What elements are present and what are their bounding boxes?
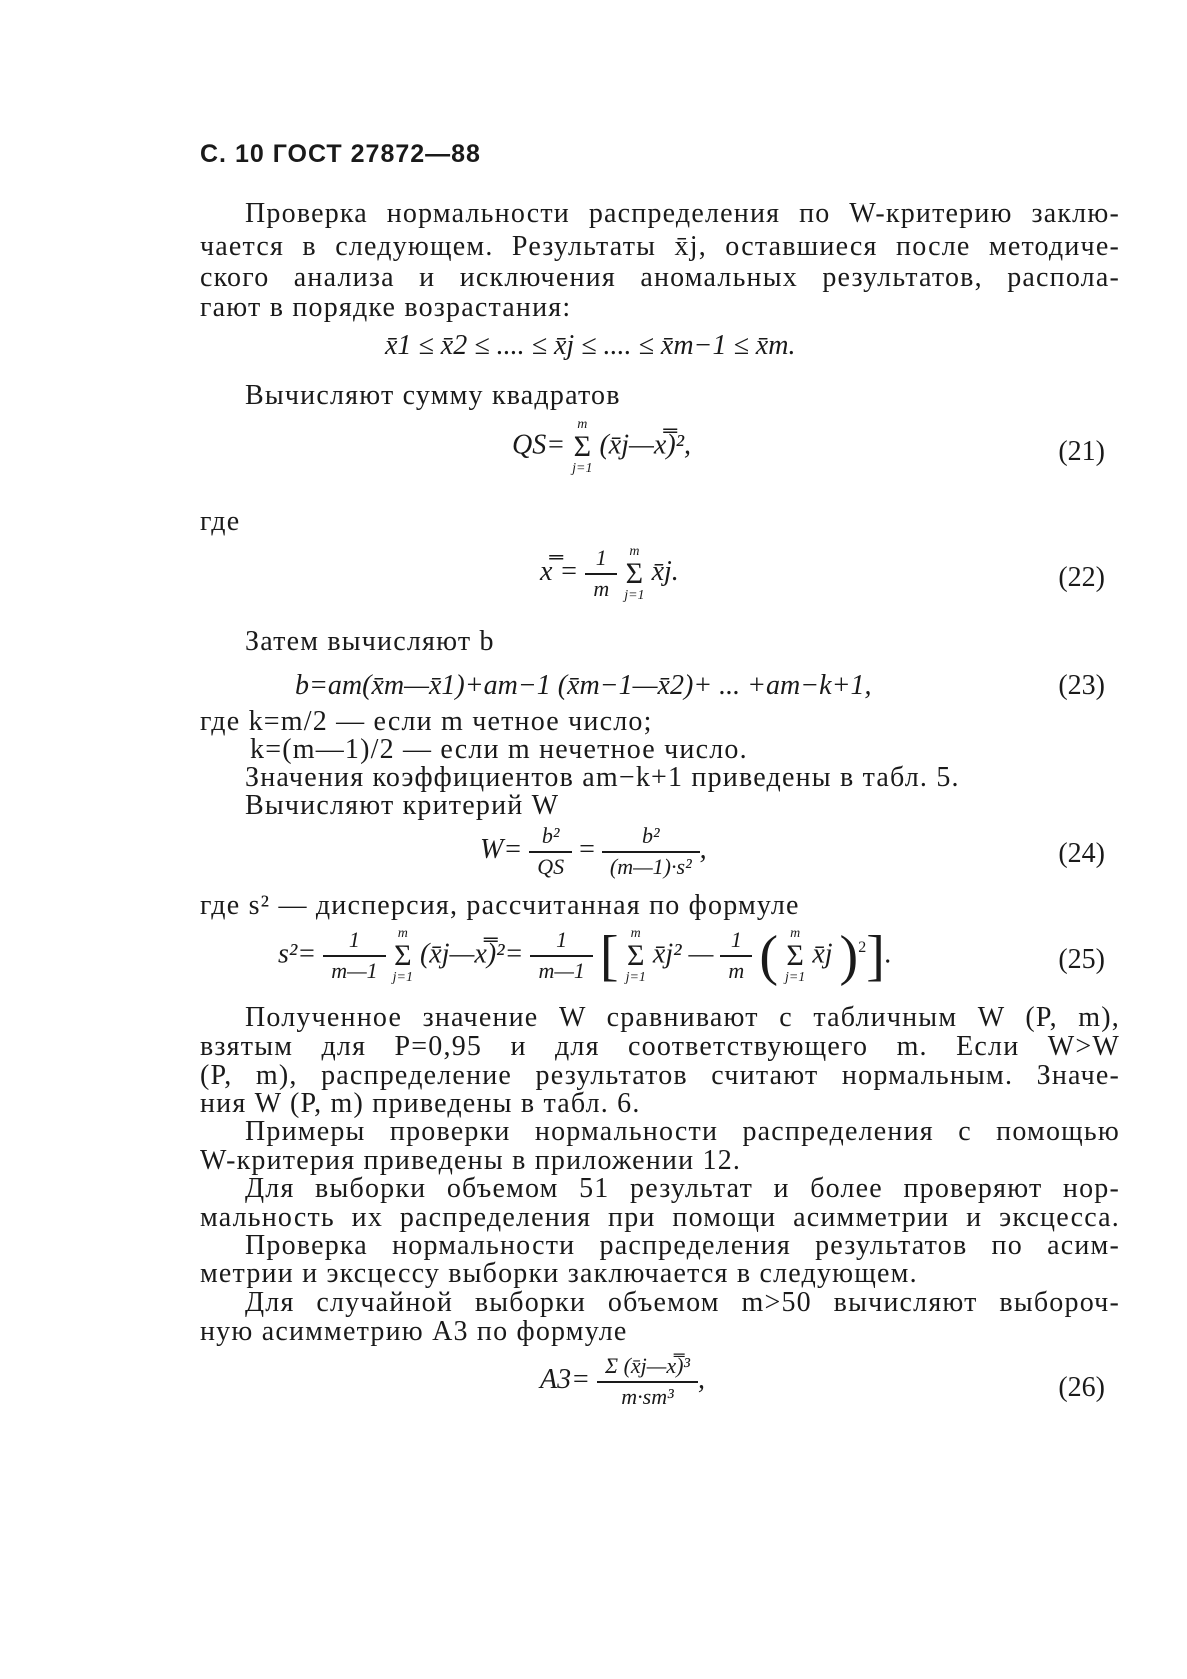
eq25-number: (25) — [1058, 944, 1105, 975]
para2-line2: взятым для P=0,95 и для соответствующего m. Если W>W — [200, 1031, 1120, 1062]
eq23-number: (23) — [1058, 670, 1105, 701]
coefficients-text: Значения коэффициентов am−k+1 приведены в табл. 5. — [245, 762, 960, 793]
sum-symbol: m Σ j=1 — [572, 417, 593, 476]
para1-line4: гают в порядке возрастания: — [200, 292, 572, 323]
para6-line2: ную асимметрию A3 по формуле — [200, 1316, 628, 1347]
order-formula: x̄1 ≤ x̄2 ≤ .... ≤ x̄j ≤ .... ≤ x̄m−1 ≤ x̄m. — [385, 330, 796, 361]
k-even: где k=m/2 — если m четное число; — [200, 706, 653, 737]
eq26-number: (26) — [1058, 1372, 1105, 1403]
para5-line2: метрии и эксцессу выборки заключается в следующем. — [200, 1258, 918, 1289]
eq21-body: (x̄j—x̿)², — [599, 429, 692, 461]
para1-line2: чается в следующем. Результаты x̄j, оставшиеся после методиче- — [200, 231, 1120, 262]
equation-24: W= $\frac{\text{b²}}{QS}$ = $\frac{\text{b²}}{\text{(m—1)·s²}}$ , — [480, 823, 707, 879]
equation-25: s²= $\frac{1}{m—1}$ m Σ j=1 (x̄j—x̿)²= $\frac{1}{m—1}$ [ m Σ j=1 x̄j² — $\frac{1}{m}$ ( m Σ j=1 x̄j )$^2$]. — [278, 925, 892, 987]
s2-text: где s² — дисперсия, рассчитанная по формуле — [200, 890, 800, 921]
para2-line1: Полученное значение W сравнивают с табличным W (P, m), — [245, 1002, 1120, 1033]
eq22-number: (22) — [1058, 562, 1105, 593]
b-intro: Затем вычисляют b — [245, 626, 495, 657]
gde-label: где — [200, 506, 241, 537]
page-header: С. 10 ГОСТ 27872—88 — [200, 140, 481, 168]
sum-squares-intro: Вычисляют сумму квадратов — [245, 380, 621, 411]
equation-26: A3= $\frac{\text{Σ (x̄j—x̿)³}}{\text{m·sm³}}$ , — [540, 1353, 706, 1409]
para4-line1: Для выборки объемом 51 результат и более проверяют нор- — [245, 1173, 1120, 1204]
sum-symbol: m Σ j=1 — [624, 543, 645, 603]
w-intro: Вычисляют критерий W — [245, 790, 560, 821]
equation-23: b=am(x̄m—x̄1)+am−1 (x̄m−1—x̄2)+ ... +am−k+1, — [295, 670, 872, 701]
equation-21 — [512, 418, 691, 476]
eq21-lhs: QS= — [512, 429, 566, 461]
para2-line3: (P, m), распределение результатов считают нормальным. Значе- — [200, 1060, 1120, 1091]
para3-line1: Примеры проверки нормальности распределения с помощью — [245, 1116, 1120, 1147]
equation-22: x̿ = $\frac{1}{m}$ m Σ j=1 x̄j. — [540, 543, 679, 603]
para3-line2: W-критерия приведены в приложении 12. — [200, 1145, 742, 1176]
eq24-number: (24) — [1058, 838, 1105, 869]
eq21-number: (21) — [1058, 436, 1105, 467]
para4-line2: мальность их распределения при помощи асимметрии и эксцесса. — [200, 1202, 1120, 1233]
para5-line1: Проверка нормальности распределения результатов по асим- — [245, 1230, 1120, 1261]
para6-line1: Для случайной выборки объемом m>50 вычисляют выбороч- — [245, 1287, 1120, 1318]
para1-line3: ского анализа и исключения аномальных результатов, распола- — [200, 262, 1120, 293]
k-odd: k=(m—1)/2 — если m нечетное число. — [250, 734, 748, 765]
para2-line4: ния W (P, m) приведены в табл. 6. — [200, 1088, 641, 1119]
para1-line1: Проверка нормальности распределения по W-критерию заклю- — [245, 198, 1120, 229]
